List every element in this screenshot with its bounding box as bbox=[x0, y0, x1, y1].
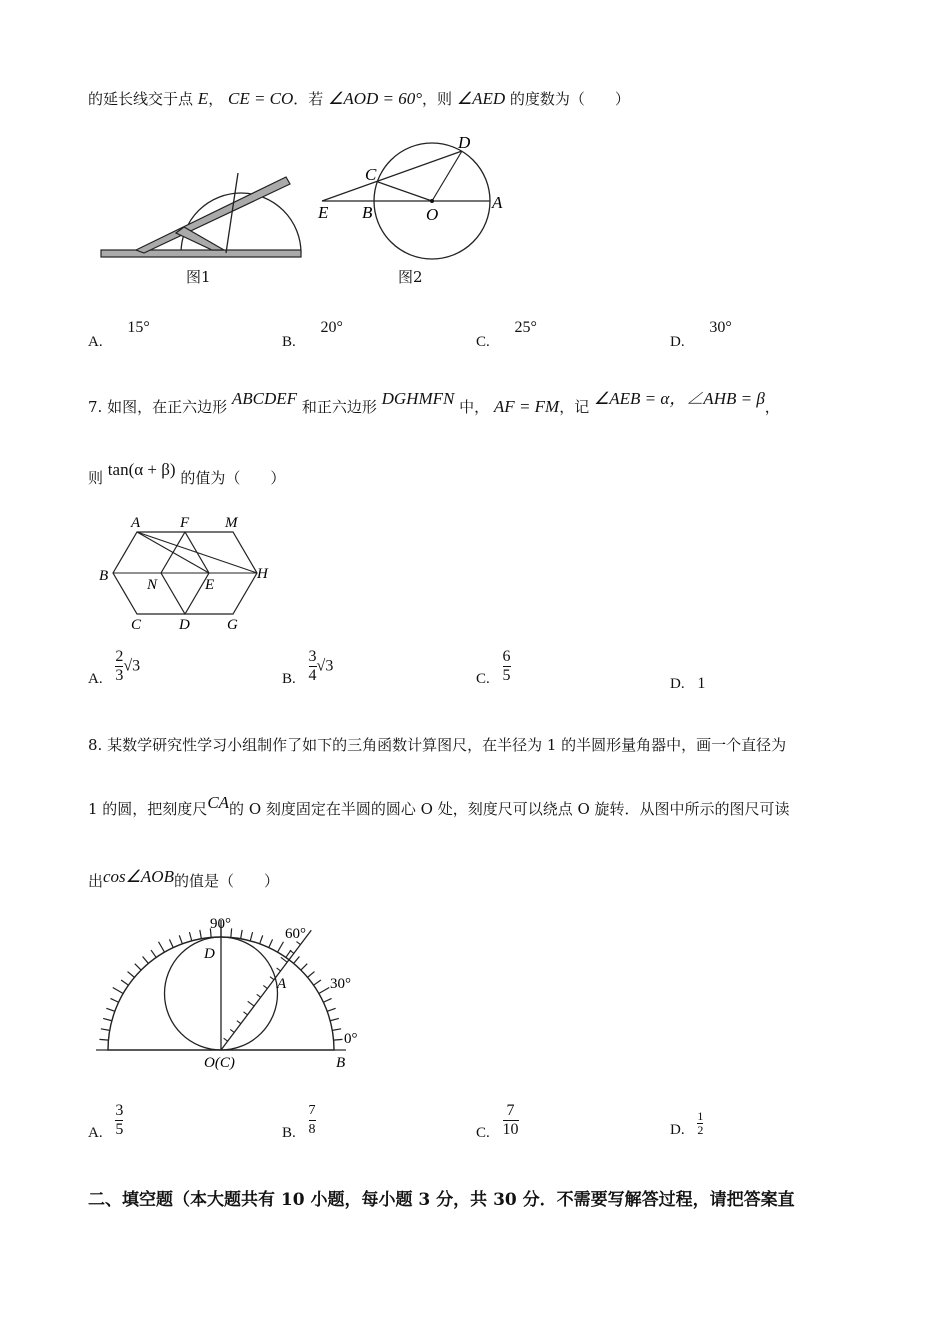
option-numerator: 7 bbox=[506, 1102, 515, 1119]
q8-text: 某数学研究性学习小组制作了如下的三角函数计算图尺，在半径为 1 的半圆形量角器中，画一个直径为 bbox=[107, 736, 787, 754]
label-b: B bbox=[336, 1055, 346, 1071]
q6-option-d[interactable] bbox=[670, 319, 732, 351]
q6-text-end: 的度数为（ ） bbox=[509, 90, 630, 108]
q8-text: 的值是（ ） bbox=[173, 872, 279, 890]
label-d: D bbox=[179, 617, 190, 633]
option-label: A. bbox=[88, 334, 103, 350]
q8-ruler-ca: CA bbox=[207, 793, 230, 812]
label-m: M bbox=[225, 515, 238, 531]
q6-text: 的延长线交于点 bbox=[88, 90, 194, 108]
ruler-tick bbox=[257, 994, 261, 997]
q7-option-d[interactable] bbox=[670, 674, 705, 693]
q7-text: ，记 bbox=[559, 398, 590, 416]
label-0: 0° bbox=[344, 1031, 358, 1047]
protractor-tick bbox=[121, 980, 128, 985]
line-co bbox=[378, 182, 432, 201]
q7-text: ， bbox=[764, 398, 780, 416]
protractor-tick bbox=[323, 998, 331, 1002]
protractor-tick bbox=[301, 964, 307, 970]
option-value: 25° bbox=[514, 319, 537, 336]
label-a: A bbox=[492, 193, 503, 212]
ruler-tick bbox=[263, 985, 267, 988]
option-denominator: 3 bbox=[115, 667, 124, 684]
ruler-tick bbox=[270, 977, 274, 980]
q7-stem-line2 bbox=[88, 460, 286, 488]
option-radical: √3 bbox=[123, 657, 141, 675]
protractor-tick bbox=[278, 942, 284, 952]
label-a: A bbox=[131, 515, 141, 531]
q7-tan-expression: tan(α + β) bbox=[107, 460, 176, 479]
protractor-tick bbox=[128, 972, 135, 978]
ruler-tick bbox=[296, 942, 300, 945]
label-b: B bbox=[362, 203, 373, 222]
option-value: 15° bbox=[127, 319, 150, 336]
protractor-tick bbox=[99, 1039, 108, 1040]
option-numerator: 3 bbox=[308, 648, 317, 665]
option-label: A. bbox=[88, 670, 103, 687]
q7-hexagon-1: ABCDEF bbox=[231, 389, 298, 408]
ruler-tick bbox=[230, 1029, 234, 1032]
option-value: 20° bbox=[320, 319, 343, 336]
q7-text: 如图，在正六边形 bbox=[107, 398, 228, 416]
label-e: E bbox=[318, 203, 329, 222]
label-c: C bbox=[131, 617, 142, 633]
q6-sep: ．若 bbox=[293, 90, 324, 108]
label-o: O bbox=[426, 205, 439, 224]
protractor-tick bbox=[294, 957, 300, 964]
protractor-tick bbox=[200, 930, 202, 939]
protractor-tick bbox=[169, 939, 173, 947]
label-f: F bbox=[180, 515, 190, 531]
option-label: D. bbox=[670, 676, 685, 692]
q7-hexagon-2: DGHMFN bbox=[381, 389, 455, 408]
protractor-tick bbox=[319, 988, 329, 994]
protractor-tick bbox=[327, 1008, 335, 1011]
label-a: A bbox=[277, 976, 287, 992]
q8-option-b[interactable] bbox=[282, 1102, 316, 1139]
q7-figure bbox=[95, 508, 285, 633]
q6-point-e: E bbox=[197, 89, 209, 108]
option-denominator: 5 bbox=[502, 667, 511, 684]
label-90: 90° bbox=[210, 916, 231, 932]
option-denominator: 2 bbox=[697, 1123, 704, 1137]
q7-stem-line1 bbox=[88, 389, 780, 417]
option-numerator: 3 bbox=[115, 1102, 124, 1119]
option-label: D. bbox=[670, 1121, 685, 1138]
label-d: D bbox=[204, 946, 215, 962]
protractor-tick bbox=[143, 957, 149, 964]
option-label: A. bbox=[88, 1124, 103, 1141]
protractor-tick bbox=[159, 942, 165, 952]
protractor-tick bbox=[110, 998, 118, 1002]
ruler-ca bbox=[221, 930, 311, 1050]
q6-angle-aod: ∠AOD = 60° bbox=[328, 89, 423, 108]
protractor-tick bbox=[135, 964, 141, 970]
protractor-tick bbox=[332, 1029, 341, 1031]
protractor-tick bbox=[260, 935, 263, 943]
option-denominator: 10 bbox=[502, 1121, 519, 1138]
q8-figure bbox=[90, 910, 380, 1075]
q6-figure-2 bbox=[310, 130, 520, 260]
label-g: G bbox=[227, 617, 238, 633]
option-numerator: 2 bbox=[115, 648, 124, 665]
protractor-tick bbox=[314, 980, 321, 985]
q7-condition: AF = FM bbox=[493, 397, 560, 416]
protractor-tick bbox=[250, 932, 252, 941]
q7-text: 中， bbox=[459, 398, 490, 416]
ruler-tick bbox=[237, 1021, 241, 1024]
protractor-tick bbox=[106, 1008, 114, 1011]
q8-text: 出 bbox=[88, 872, 104, 890]
option-label: C. bbox=[476, 1124, 490, 1141]
q7-angles: ∠AEB = α，∠AHB = β bbox=[594, 389, 765, 408]
protractor-tick bbox=[269, 939, 273, 947]
q6-angle-aed: ∠AED bbox=[456, 89, 506, 108]
option-numerator: 6 bbox=[502, 648, 511, 665]
protractor-tick bbox=[308, 972, 315, 978]
protractor-tick bbox=[189, 932, 191, 941]
q8-option-c[interactable] bbox=[476, 1102, 519, 1139]
q8-number: 8. bbox=[88, 736, 103, 754]
option-label: C. bbox=[476, 334, 490, 350]
q7-option-c[interactable] bbox=[476, 648, 511, 685]
label-30: 30° bbox=[330, 976, 351, 992]
option-label: D. bbox=[670, 334, 685, 350]
section-2-heading: 二、填空题（本大题共有 10 小题，每小题 3 分，共 30 分．不需要写解答过程，请把答案直 bbox=[88, 1190, 795, 1210]
option-label: C. bbox=[476, 670, 490, 687]
label-d: D bbox=[458, 133, 471, 152]
ruler-tick bbox=[224, 1038, 228, 1041]
option-label: B. bbox=[282, 1124, 296, 1141]
q6-stem bbox=[88, 88, 630, 109]
ruler-tick bbox=[243, 1012, 247, 1015]
option-denominator: 4 bbox=[308, 667, 317, 684]
protractor-tick bbox=[334, 1039, 343, 1040]
q8-stem-line2 bbox=[88, 793, 790, 819]
q8-stem-line1 bbox=[88, 734, 786, 755]
protractor-tick bbox=[179, 935, 182, 943]
label-n: N bbox=[147, 577, 158, 593]
protractor-tick bbox=[241, 930, 243, 939]
protractor-tick bbox=[330, 1018, 339, 1020]
q8-text: 1 的圆，把刻度尺 bbox=[88, 800, 208, 818]
ruler-tick bbox=[277, 968, 281, 971]
protractor-tick bbox=[103, 1018, 112, 1020]
q7-option-b[interactable] bbox=[282, 648, 333, 685]
q6-sep: ，则 bbox=[422, 90, 453, 108]
q7-text: 的值为（ ） bbox=[180, 469, 286, 487]
q6-figure-1 bbox=[96, 165, 306, 265]
q8-text: 的 O 刻度固定在半圆的圆心 O 处，刻度尺可以绕点 O 旋转．从图中所示的图尺可读 bbox=[229, 800, 790, 818]
label-oc: O(C) bbox=[204, 1055, 235, 1071]
q8-option-d[interactable] bbox=[670, 1110, 703, 1137]
protractor-tick bbox=[101, 1029, 110, 1031]
option-label: B. bbox=[282, 334, 296, 350]
q7-number: 7. bbox=[88, 398, 103, 416]
option-denominator: 8 bbox=[308, 1122, 316, 1137]
q8-option-a[interactable] bbox=[88, 1102, 123, 1139]
label-c: C bbox=[365, 165, 377, 184]
q6-option-c[interactable] bbox=[476, 319, 537, 351]
line-od bbox=[432, 151, 462, 201]
q8-stem-line3 bbox=[88, 867, 279, 891]
label-60: 60° bbox=[285, 926, 306, 942]
option-value: 1 bbox=[697, 675, 706, 692]
option-numerator: 1 bbox=[697, 1109, 704, 1123]
label-e: E bbox=[205, 577, 215, 593]
option-value: 30° bbox=[709, 319, 732, 336]
q6-sep: ， bbox=[208, 90, 224, 108]
q8-cos-expression: cos∠AOB bbox=[103, 867, 174, 886]
q7-text: 则 bbox=[88, 469, 104, 487]
q7-text: 和正六边形 bbox=[301, 398, 377, 416]
q6-option-a[interactable] bbox=[88, 319, 150, 351]
option-label: B. bbox=[282, 670, 296, 687]
option-denominator: 5 bbox=[115, 1121, 124, 1138]
ruler-tick bbox=[248, 1001, 254, 1006]
protractor-tick bbox=[113, 988, 123, 994]
option-radical: √3 bbox=[316, 657, 334, 675]
label-b: B bbox=[99, 568, 109, 584]
option-numerator: 7 bbox=[308, 1103, 316, 1118]
q6-option-b[interactable] bbox=[282, 319, 343, 351]
q6-condition: CE = CO bbox=[227, 89, 294, 108]
label-h: H bbox=[257, 566, 268, 582]
q7-option-a[interactable] bbox=[88, 648, 140, 685]
q6-figure-2-caption: 图2 bbox=[398, 268, 423, 286]
q6-figure-1-caption: 图1 bbox=[186, 268, 211, 286]
protractor-tick bbox=[151, 950, 156, 957]
